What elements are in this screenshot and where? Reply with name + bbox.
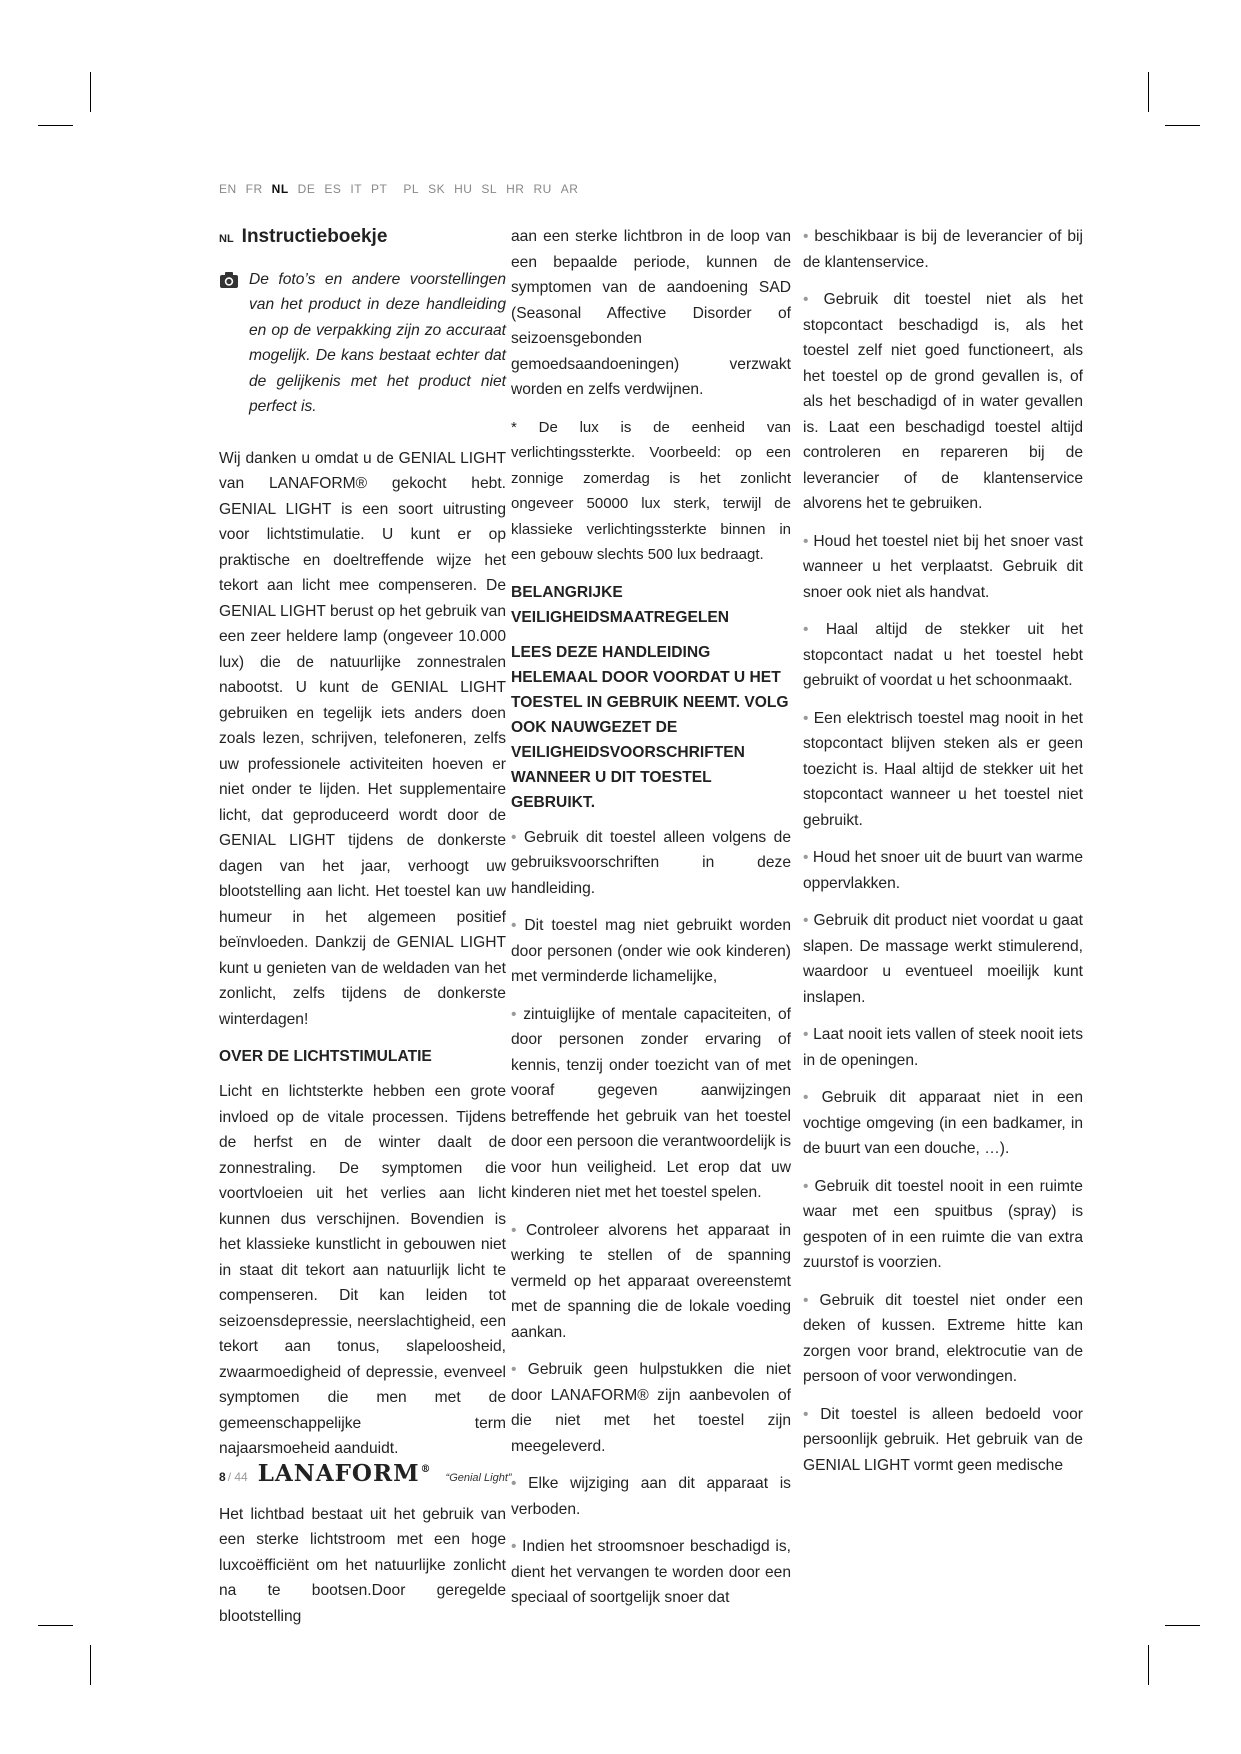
lang-sk: SK [428, 182, 446, 196]
list-item: • Gebruik dit toestel niet onder een deken of kussen. Extreme hitte kan zorgen voor brand, elektrocutie van de persoon of voor verwondingen. [803, 1291, 1083, 1385]
list-item: • Elke wijziging aan dit apparaat is verboden. [511, 1475, 791, 1518]
list-item: • Gebruik dit apparaat niet in een vochtige omgeving (in een badkamer, in de buurt van een douche, …). [803, 1089, 1083, 1157]
lang-nl: NL [271, 182, 289, 196]
column-2 [511, 224, 791, 1623]
list-item: • Dit toestel is alleen bedoeld voor persoonlijk gebruik. Het gebruik van de GENIAL LIGHT vormt geen medische [803, 1405, 1083, 1474]
list-item: • Houd het snoer uit de buurt van warme oppervlakken. [803, 849, 1083, 892]
page-number: 8 [219, 1470, 226, 1484]
list-item: • Laat nooit iets vallen of steek nooit iets in de openingen. [803, 1026, 1083, 1069]
list-item: • Een elektrisch toestel mag nooit in het stopcontact blijven steken als er geen toezicht is. Haal altijd de stekker uit het stopcontact wanneer u het toestel niet gebruikt. [803, 709, 1083, 829]
paragraph: Het lichtbad bestaat uit het gebruik van een sterke lichtstroom met een hoge luxcoëfficiënt om het natuurlijke zonlicht na te bootsen.Door geregelde blootstelling [219, 1505, 506, 1625]
lang-pl: PL [403, 182, 420, 196]
crop-mark [1148, 1645, 1149, 1685]
note-text: De foto’s en andere voorstellingen van het product in deze handleiding en op de verpakking zijn zo accuraat mogelijk. De kans bestaat echter dat de gelijkenis met het product niet perfect is. [249, 270, 506, 415]
title-row [219, 224, 506, 253]
list-item: • zintuiglijke of mentale capaciteiten, of door personen zonder ervaring of kennis, tenzij onder toezicht van of met vooraf gegeven aanwijzingen betreffende het gebruik van het toestel door een persoon die verantwoordelijk is voor hun veiligheid. Let erop dat uw kinderen niet met het toestel spelen. [511, 1005, 791, 1201]
list-item: • Gebruik dit toestel alleen volgens de gebruiksvoorschriften in deze handleiding. [511, 828, 791, 897]
list-item: • Gebruik dit toestel niet als het stopcontact beschadigd is, als het toestel zelf niet goed functioneert, als het toestel op de grond gevallen is, of als het beschadigd of in water gevallen is. Laat een beschadigd toestel altijd controleren en repareren bij de leverancier of de klantenservice alvorens het te gebruiken. [803, 291, 1083, 512]
lang-de: DE [297, 182, 316, 196]
lang-it: IT [350, 182, 363, 196]
lang-hu: HU [454, 182, 473, 196]
crop-mark [38, 125, 73, 126]
intro-paragraph: Wij danken u omdat u de GENIAL LIGHT van LANAFORM® gekocht hebt. GENIAL LIGHT is een soort uitrusting voor lichtstimulatie. U kunt er op praktische en doeltreffende wijze het tekort aan licht mee compenseren. De GENIAL LIGHT berust op het gebruik van een zeer heldere lamp (ongeveer 10.000 lux) die de natuurlijke zonnestralen nabootst. U kunt de GENIAL LIGHT gebruiken en tegelijk iets anders doen zoals lezen, schrijven, telefoneren, zelfs uw professionele activiteiten hoeven er niet onder te lijden. Het supplementaire licht, dat geproduceerd wordt door de GENIAL LIGHT tijdens de donkerste dagen van het jaar, verhoogt uw blootstelling aan licht. Het toestel kan uw humeur in het algemeen positief beïnvloeden. Dankzij de GENIAL LIGHT kunt u genieten van de weldaden van het zonlicht, zelfs tijdens de donkerste winterdagen! [219, 449, 506, 1028]
column-3 [803, 224, 1083, 1490]
list-item: • Dit toestel mag niet gebruikt worden door personen (onder wie ook kinderen) met verminderde lichamelijke, [511, 917, 791, 985]
lang-ar: AR [560, 182, 579, 196]
list-item: • Gebruik dit product niet voordat u gaat slapen. De massage werkt stimulerend, waardoor u eventueel moeilijk kunt inslapen. [803, 912, 1083, 1006]
lang-fr: FR [245, 182, 263, 196]
crop-mark [90, 72, 91, 112]
section-heading: OVER DE LICHTSTIMULATIE [219, 1048, 432, 1065]
column-1 [219, 224, 506, 1641]
safety-heading: BELANGRIJKE VEILIGHEIDSMAATREGELEN [511, 583, 730, 626]
brand-logo: LANAFORM® [257, 1460, 432, 1487]
lang-ru: RU [533, 182, 552, 196]
lang-hr: HR [506, 182, 525, 196]
footnote: * De lux is de eenheid van verlichtingssterkte. Voorbeeld: op een zonnige zomerdag is het zonlicht ongeveer 50000 lux sterk, terwijl de klassieke verlichtingssterkte binnen in een gebouw slechts 500 lux bedraagt. [511, 418, 791, 563]
crop-mark [1165, 125, 1200, 126]
lang-es: ES [324, 182, 342, 196]
language-tag: NL [219, 233, 234, 245]
paragraph: Licht en lichtsterkte hebben een grote invloed op de vitale processen. Tijdens de herfst en de winter daalt de zonnestraling. De symptomen die voortvloeien uit het verlies aan licht kunnen dus verschijnen. Bovendien is het klassieke kunstlicht in gebouwen niet in staat dit tekort aan natuurlijk licht te compenseren. Dit kan leiden tot seizoensdepressie, neerslachtigheid, een tekort aan tonus, slapeloosheid, zwaarmoedigheid of depressie, evenveel symptomen die men met de gemeenschappelijke term najaarsmoeheid aanduidt. [219, 1083, 506, 1457]
crop-mark [1165, 1625, 1200, 1626]
crop-mark [1148, 72, 1149, 112]
page-total: / 44 [227, 1470, 248, 1484]
page-footer [219, 1460, 512, 1487]
lang-pt: PT [371, 182, 388, 196]
lang-en: EN [219, 182, 237, 196]
warning-heading: LEES DEZE HANDLEIDING HELEMAAL DOOR VOORDAT U HET TOESTEL IN GEBRUIK NEEMT. VOLG OOK NAUWGEZET DE VEILIGHEIDSVOORSCHRIFTEN WANNEER U DIT TOESTEL GEBRUIKT. [511, 643, 789, 811]
crop-mark [90, 1645, 91, 1685]
list-item: • Houd het toestel niet bij het snoer vast wanneer u het verplaatst. Gebruik dit snoer ook niet als handvat. [803, 532, 1083, 601]
product-name: “Genial Light” [445, 1472, 512, 1484]
camera-icon [219, 270, 239, 290]
crop-mark [38, 1625, 73, 1626]
list-item: • Gebruik dit toestel nooit in een ruimte waar met een spuitbus (spray) is gespoten of in een ruimte die van extra zuurstof is voorzien. [803, 1177, 1083, 1271]
paragraph: aan een sterke lichtbron in de loop van een bepaalde periode, kunnen de symptomen van de aandoening SAD (Seasonal Affective Disorder of seizoensgebonden gemoedsaandoeningen) verzwakt worden en zelfs verdwijnen. [511, 228, 791, 398]
list-item: • Indien het stroomsnoer beschadigd is, dient het vervangen te worden door een speciaal of soortgelijk snoer dat [511, 1538, 791, 1606]
list-item: • beschikbaar is bij de leverancier of bij de klantenservice. [803, 228, 1083, 271]
lang-sl: SL [481, 182, 498, 196]
language-bar [219, 182, 587, 196]
list-item: • Haal altijd de stekker uit het stopcontact nadat u het toestel hebt gebruikt of voordat u het schoonmaakt. [803, 621, 1083, 689]
page-title: Instructieboekje [241, 226, 388, 247]
list-item: • Controleer alvorens het apparaat in werking te stellen of de spanning vermeld op het apparaat overeenstemt met de spanning die de lokale voeding aankan. [511, 1221, 791, 1341]
photo-note [219, 267, 506, 432]
list-item: • Gebruik geen hulpstukken die niet door LANAFORM® zijn aanbevolen of die niet met het toestel zijn meegeleverd. [511, 1361, 791, 1455]
